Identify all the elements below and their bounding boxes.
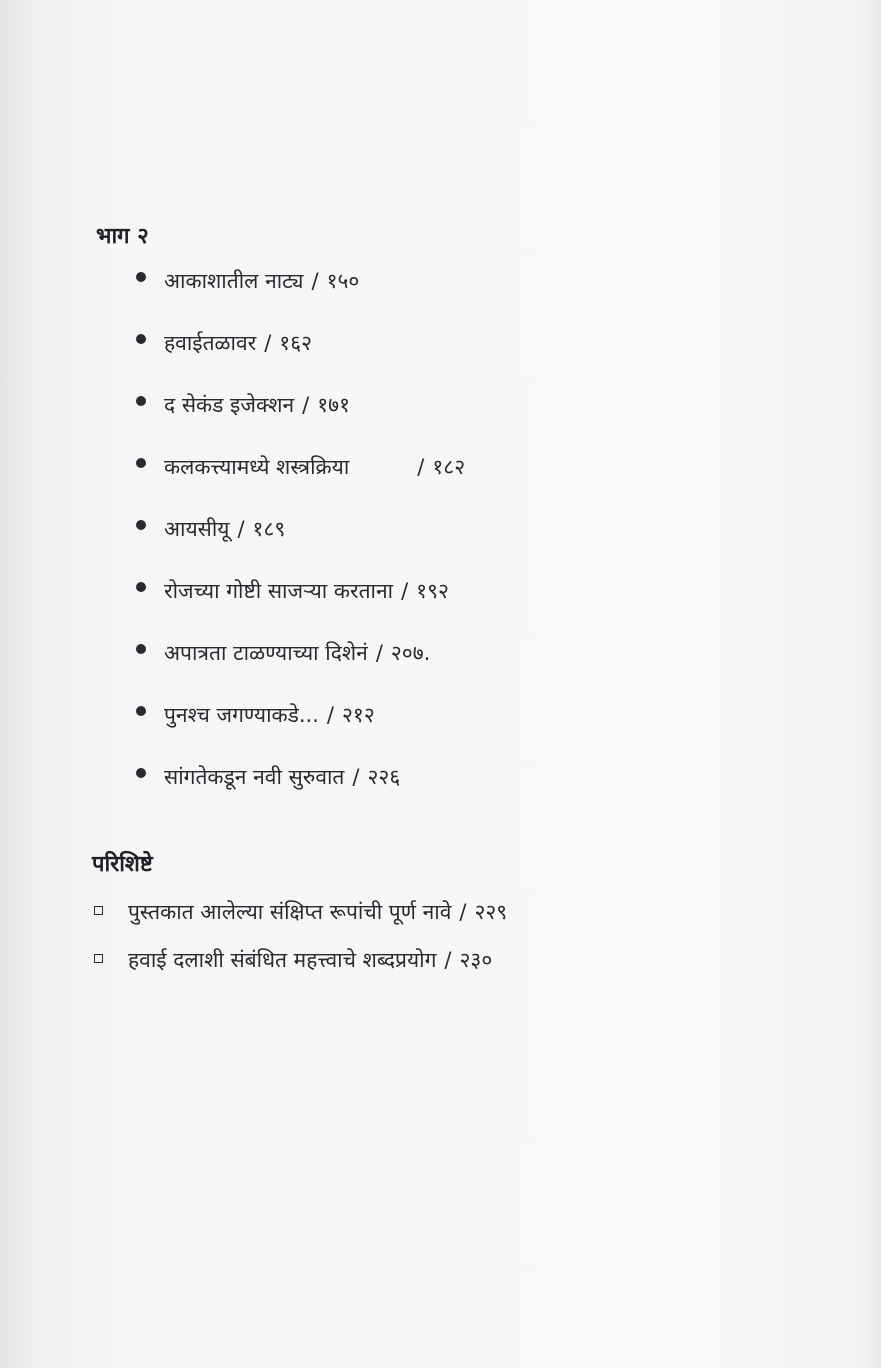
separator: / bbox=[444, 948, 452, 972]
separator: / bbox=[311, 269, 319, 293]
chapter-title: कलकत्त्यामध्ये शस्त्रक्रिया bbox=[164, 455, 350, 479]
separator: / bbox=[352, 765, 360, 789]
page-number: २२९ bbox=[474, 900, 508, 924]
appendix-title: हवाई दलाशी संबंधित महत्त्वाचे शब्दप्रयोग bbox=[128, 948, 437, 972]
separator: / bbox=[459, 900, 467, 924]
separator: / bbox=[401, 579, 409, 603]
chapter-title: द सेकंड इजेक्शन bbox=[164, 393, 295, 417]
chapter-title: आकाशातील नाट्य bbox=[164, 269, 304, 293]
page-number: १७१ bbox=[317, 393, 350, 417]
bullet-icon bbox=[136, 272, 146, 282]
chapter-title: रोजच्या गोष्टी साजऱ्या करताना bbox=[164, 579, 394, 603]
appendix-title: पुस्तकात आलेल्या संक्षिप्त रूपांची पूर्ण नावे bbox=[128, 900, 452, 924]
bullet-icon bbox=[136, 520, 146, 530]
bullet-icon bbox=[136, 582, 146, 592]
page-number: १८२ bbox=[432, 455, 466, 479]
bullet-icon bbox=[136, 706, 146, 716]
page-number: १६२ bbox=[279, 331, 313, 355]
separator: / bbox=[375, 641, 383, 665]
page-number: २३० bbox=[459, 948, 493, 972]
separator: / bbox=[264, 331, 272, 355]
bullet-icon bbox=[136, 396, 146, 406]
chapter-title: आयसीयू bbox=[164, 517, 230, 541]
bullet-icon bbox=[136, 644, 146, 654]
bullet-icon bbox=[136, 334, 146, 344]
page-number: १८९ bbox=[252, 517, 286, 541]
chapter-title: पुनश्च जगण्याकडे... bbox=[164, 703, 319, 727]
separator: / bbox=[237, 517, 245, 541]
page-number: १९२ bbox=[416, 579, 449, 603]
page-number: २२६ bbox=[367, 765, 401, 789]
page-number: २१२ bbox=[341, 703, 375, 727]
bullet-icon bbox=[136, 768, 146, 778]
checkbox-square-icon bbox=[94, 954, 103, 963]
page-number: १५० bbox=[326, 269, 360, 293]
chapter-title: अपात्रता टाळण्याच्या दिशेनं bbox=[164, 641, 368, 665]
page-number: २०७. bbox=[390, 641, 431, 665]
appendix-heading: परिशिष्टे bbox=[92, 852, 153, 877]
part-2-heading: भाग २ bbox=[96, 224, 149, 249]
separator: / bbox=[417, 455, 425, 479]
chapter-title: सांगतेकडून नवी सुरुवात bbox=[164, 765, 345, 789]
bullet-icon bbox=[136, 458, 146, 468]
checkbox-square-icon bbox=[94, 906, 103, 915]
separator: / bbox=[302, 393, 310, 417]
separator: / bbox=[326, 703, 334, 727]
chapter-title: हवाईतळावर bbox=[164, 331, 257, 355]
